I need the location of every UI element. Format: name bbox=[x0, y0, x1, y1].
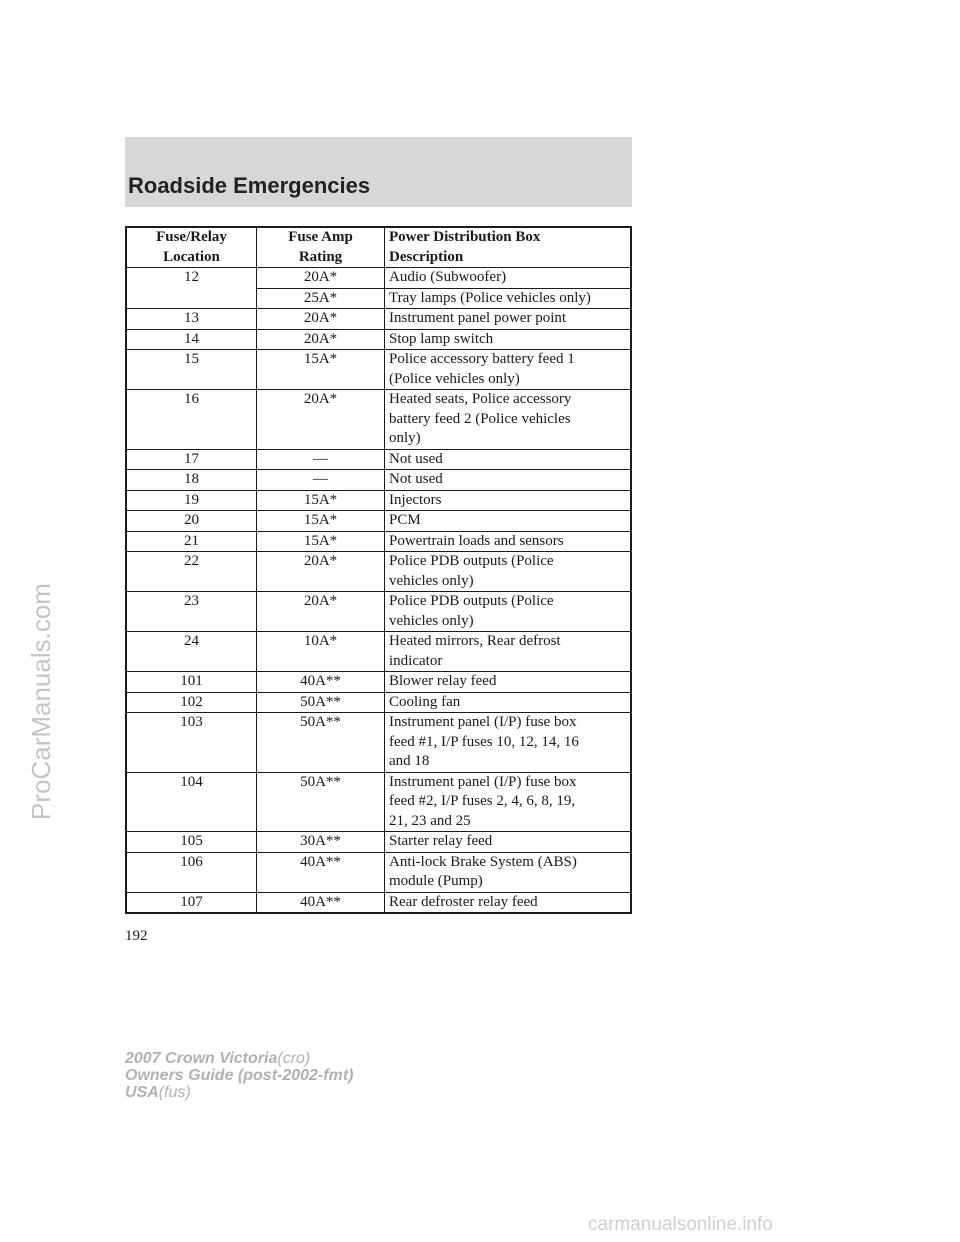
table-row bbox=[126, 470, 631, 491]
cell-description bbox=[385, 832, 632, 853]
description-line: Instrument panel power point bbox=[389, 310, 567, 326]
cell-location: 17 bbox=[126, 449, 257, 470]
description-line: 21, 23 and 25 bbox=[389, 812, 471, 829]
description-line: Audio (Subwoofer) bbox=[389, 269, 507, 285]
cell-description bbox=[385, 692, 632, 713]
fuse-table bbox=[125, 226, 632, 914]
description-line: Rear defroster relay feed bbox=[389, 893, 538, 910]
side-watermark-text: ProCarManuals.com bbox=[26, 583, 56, 820]
header-location-line: Fuse/Relay bbox=[156, 229, 227, 245]
description-line: Instrument panel (I/P) fuse box bbox=[389, 714, 577, 730]
cell-amp-rating: 20A* bbox=[257, 329, 385, 350]
description-line: PCM bbox=[389, 512, 421, 528]
cell-description bbox=[385, 592, 632, 632]
cell-location: 23 bbox=[126, 592, 257, 632]
cell-description bbox=[385, 672, 632, 693]
footer-market: USA bbox=[125, 1084, 159, 1101]
header-amp-line: Rating bbox=[298, 248, 343, 265]
description-line: (Police vehicles only) bbox=[389, 370, 520, 387]
footer-line-1 bbox=[125, 1050, 353, 1067]
description-line: feed #2, I/P fuses 2, 4, 6, 8, 19, bbox=[389, 793, 576, 809]
table-row bbox=[126, 309, 631, 330]
description-line: Injectors bbox=[389, 491, 442, 508]
cell-amp-rating: 50A** bbox=[257, 772, 385, 832]
cell-amp-rating: 20A* bbox=[257, 592, 385, 632]
fuse-table-body bbox=[126, 268, 631, 914]
table-row bbox=[126, 772, 631, 832]
footer bbox=[125, 1050, 353, 1101]
table-row bbox=[126, 632, 631, 672]
cell-amp-rating: 40A** bbox=[257, 852, 385, 892]
table-row bbox=[126, 692, 631, 713]
table-row bbox=[126, 449, 631, 470]
cell-description bbox=[385, 531, 632, 552]
description-line: Tray lamps (Police vehicles only) bbox=[389, 289, 591, 306]
table-row bbox=[126, 531, 631, 552]
description-line: Stop lamp switch bbox=[389, 330, 494, 347]
cell-description bbox=[385, 632, 632, 672]
cell-amp-rating: 40A** bbox=[257, 892, 385, 913]
cell-description bbox=[385, 350, 632, 390]
footer-market-code: (fus) bbox=[158, 1084, 191, 1101]
description-line: Cooling fan bbox=[389, 693, 461, 710]
cell-location: 18 bbox=[126, 470, 257, 491]
table-header-row bbox=[126, 227, 631, 268]
description-line: battery feed 2 (Police vehicles bbox=[389, 410, 571, 427]
cell-description bbox=[385, 470, 632, 491]
cell-amp-rating: 50A** bbox=[257, 692, 385, 713]
table-row bbox=[126, 288, 631, 309]
cell-description bbox=[385, 268, 632, 289]
cell-description bbox=[385, 288, 632, 309]
cell-location: 19 bbox=[126, 490, 257, 511]
cell-location bbox=[126, 288, 257, 309]
cell-location: 15 bbox=[126, 350, 257, 390]
cell-amp-rating: 20A* bbox=[257, 390, 385, 450]
cell-location: 20 bbox=[126, 511, 257, 532]
cell-location: 104 bbox=[126, 772, 257, 832]
description-line: Instrument panel (I/P) fuse box bbox=[389, 773, 577, 790]
description-line: Police accessory battery feed 1 bbox=[389, 351, 575, 367]
description-line: Heated mirrors, Rear defrost bbox=[389, 633, 561, 649]
cell-description bbox=[385, 772, 632, 832]
cell-location: 24 bbox=[126, 632, 257, 672]
description-line: vehicles only) bbox=[389, 612, 474, 629]
table-row bbox=[126, 390, 631, 450]
cell-amp-rating: 15A* bbox=[257, 350, 385, 390]
cell-location: 102 bbox=[126, 692, 257, 713]
description-line: feed #1, I/P fuses 10, 12, 14, 16 bbox=[389, 733, 579, 750]
header-amp-line: Fuse Amp bbox=[288, 229, 353, 245]
description-line: only) bbox=[389, 430, 421, 446]
table-row bbox=[126, 852, 631, 892]
description-line: and 18 bbox=[389, 753, 430, 769]
cell-description bbox=[385, 490, 632, 511]
cell-location: 101 bbox=[126, 672, 257, 693]
cell-amp-rating: 15A* bbox=[257, 531, 385, 552]
table-row bbox=[126, 511, 631, 532]
table-row bbox=[126, 350, 631, 390]
footer-line-3 bbox=[125, 1084, 353, 1101]
description-line: Anti-lock Brake System (ABS) bbox=[389, 853, 577, 870]
table-row bbox=[126, 672, 631, 693]
table-row bbox=[126, 552, 631, 592]
cell-description bbox=[385, 449, 632, 470]
page-number: 192 bbox=[125, 928, 148, 944]
cell-location: 13 bbox=[126, 309, 257, 330]
description-line: indicator bbox=[389, 652, 443, 669]
cell-location: 105 bbox=[126, 832, 257, 853]
site-watermark: carmanualsonline.info bbox=[588, 1214, 773, 1235]
cell-location: 22 bbox=[126, 552, 257, 592]
cell-location: 16 bbox=[126, 390, 257, 450]
cell-description bbox=[385, 852, 632, 892]
table-row bbox=[126, 329, 631, 350]
footer-model-code: (cro) bbox=[277, 1050, 311, 1067]
table-row bbox=[126, 892, 631, 913]
cell-amp-rating: 20A* bbox=[257, 268, 385, 289]
cell-location: 21 bbox=[126, 531, 257, 552]
section-title: Roadside Emergencies bbox=[128, 173, 371, 198]
cell-description bbox=[385, 329, 632, 350]
description-line: Police PDB outputs (Police bbox=[389, 553, 554, 569]
cell-amp-rating: 30A** bbox=[257, 832, 385, 853]
header-description-line: Description bbox=[389, 248, 464, 265]
table-row bbox=[126, 490, 631, 511]
description-line: Not used bbox=[389, 471, 443, 487]
header-location-line: Location bbox=[163, 248, 220, 265]
description-line: Blower relay feed bbox=[389, 673, 497, 689]
cell-location: 12 bbox=[126, 268, 257, 289]
header-description bbox=[385, 227, 632, 268]
cell-description bbox=[385, 511, 632, 532]
cell-location: 14 bbox=[126, 329, 257, 350]
cell-amp-rating: 15A* bbox=[257, 511, 385, 532]
cell-amp-rating: 40A** bbox=[257, 672, 385, 693]
cell-description bbox=[385, 713, 632, 773]
table-row bbox=[126, 592, 631, 632]
cell-amp-rating: — bbox=[257, 449, 385, 470]
description-line: Police PDB outputs (Police bbox=[389, 593, 554, 609]
cell-amp-rating: 50A** bbox=[257, 713, 385, 773]
cell-description bbox=[385, 892, 632, 913]
cell-location: 107 bbox=[126, 892, 257, 913]
table-row bbox=[126, 268, 631, 289]
footer-line-2 bbox=[125, 1067, 353, 1084]
footer-guide: Owners Guide (post-2002-fmt) bbox=[125, 1067, 354, 1084]
cell-amp-rating: 20A* bbox=[257, 552, 385, 592]
description-line: Heated seats, Police accessory bbox=[389, 391, 572, 407]
header-amp bbox=[257, 227, 385, 268]
description-line: vehicles only) bbox=[389, 572, 474, 589]
cell-amp-rating: — bbox=[257, 470, 385, 491]
header-description-line: Power Distribution Box bbox=[389, 229, 541, 245]
cell-location: 106 bbox=[126, 852, 257, 892]
cell-description bbox=[385, 309, 632, 330]
cell-amp-rating: 20A* bbox=[257, 309, 385, 330]
description-line: Not used bbox=[389, 450, 443, 467]
description-line: Starter relay feed bbox=[389, 833, 493, 849]
cell-amp-rating: 10A* bbox=[257, 632, 385, 672]
cell-amp-rating: 15A* bbox=[257, 490, 385, 511]
cell-description bbox=[385, 552, 632, 592]
footer-model: 2007 Crown Victoria bbox=[125, 1050, 278, 1067]
header-location bbox=[126, 227, 257, 268]
table-row bbox=[126, 832, 631, 853]
description-line: Powertrain loads and sensors bbox=[389, 532, 564, 549]
table-row bbox=[126, 713, 631, 773]
side-watermark bbox=[20, 460, 60, 820]
description-line: module (Pump) bbox=[389, 873, 483, 889]
cell-amp-rating: 25A* bbox=[257, 288, 385, 309]
cell-description bbox=[385, 390, 632, 450]
cell-location: 103 bbox=[126, 713, 257, 773]
